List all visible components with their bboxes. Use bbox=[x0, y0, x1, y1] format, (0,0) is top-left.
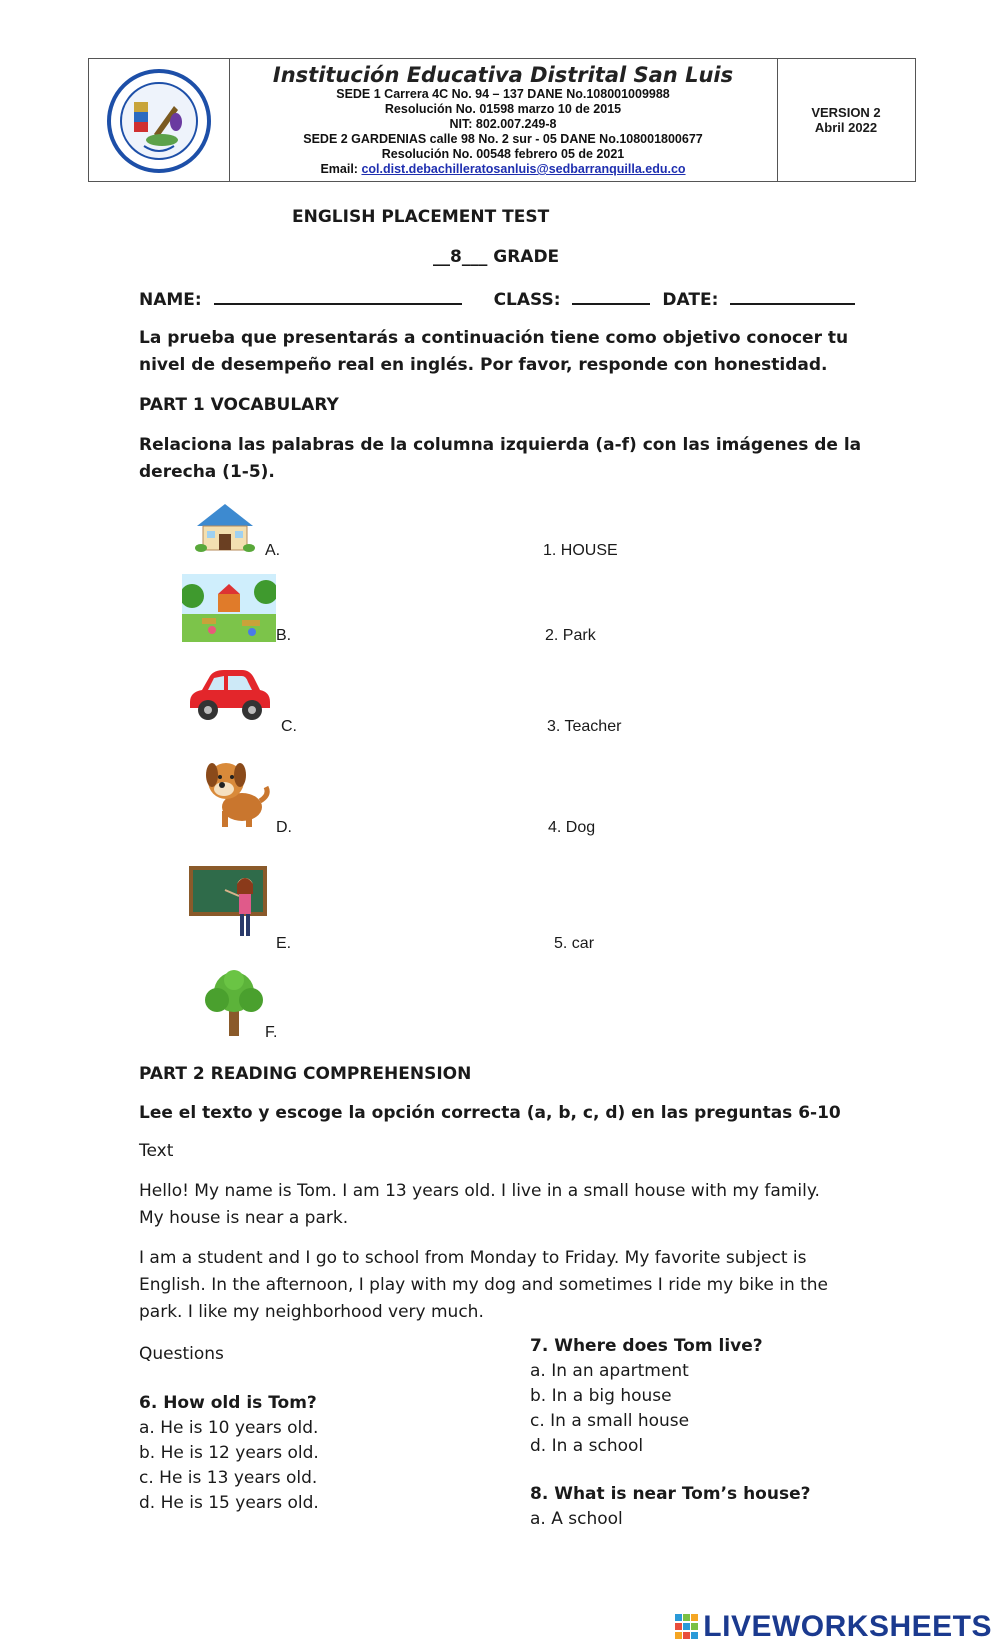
header-line: SEDE 1 Carrera 4C No. 94 – 137 DANE No.108001009988 bbox=[336, 87, 670, 101]
date-label: DATE: bbox=[662, 290, 719, 310]
question-text: 6. How old is Tom? bbox=[139, 1393, 317, 1413]
vocab-letter: D. bbox=[276, 819, 292, 836]
name-label: NAME: bbox=[139, 290, 202, 310]
vocab-word: 2. Park bbox=[545, 627, 596, 644]
part2-instruction: Lee el texto y escoge la opción correcta (a, b, c, d) en las preguntas 6-10 bbox=[139, 1103, 841, 1123]
grade: __8___ GRADE bbox=[433, 247, 560, 267]
email-line bbox=[229, 162, 777, 177]
header-table bbox=[88, 58, 916, 182]
text-label: Text bbox=[139, 1141, 174, 1161]
school-seal-icon bbox=[104, 66, 214, 176]
email-link[interactable]: col.dist.debachilleratosanluis@sedbarranquilla.edu.co bbox=[361, 162, 686, 176]
question-6 bbox=[139, 1391, 319, 1516]
logo-cell bbox=[89, 59, 230, 181]
reading-paragraph: I am a student and I go to school from Monday to Friday. My favorite subject is English. In the afternoon, I play with my dog and sometimes I ride my bike in the park. I like my neighborhood very much. bbox=[139, 1248, 829, 1322]
teacher-icon bbox=[189, 866, 269, 938]
answer-option[interactable]: a. In an apartment bbox=[530, 1361, 689, 1381]
vocab-letter: E. bbox=[276, 935, 292, 952]
answer-option[interactable]: a. A school bbox=[530, 1509, 623, 1529]
class-field[interactable] bbox=[572, 287, 650, 305]
answer-option[interactable]: d. He is 15 years old. bbox=[139, 1493, 319, 1513]
liveworksheets-logo bbox=[675, 1610, 992, 1644]
part2-title: PART 2 READING COMPREHENSION bbox=[139, 1064, 472, 1084]
email-label: Email: bbox=[320, 162, 358, 176]
student-info-row bbox=[139, 287, 855, 310]
tree-icon bbox=[201, 968, 267, 1038]
vocab-letter: C. bbox=[281, 718, 297, 735]
answer-option[interactable]: c. In a small house bbox=[530, 1411, 690, 1431]
vocab-letter: B. bbox=[276, 627, 292, 644]
question-8 bbox=[530, 1482, 810, 1532]
name-field[interactable] bbox=[214, 287, 462, 305]
intro-text: La prueba que presentarás a continuación tiene como objetivo conocer tu nivel de desempeño real en inglés. Por favor, responde con honestidad. bbox=[139, 328, 849, 375]
header-line: Resolución No. 00548 febrero 05 de 2021 bbox=[381, 147, 625, 161]
house-icon bbox=[195, 502, 255, 552]
reading-paragraph: Hello! My name is Tom. I am 13 years old. I live in a small house with my family. My house is near a park. bbox=[139, 1181, 820, 1228]
answer-option[interactable]: a. He is 10 years old. bbox=[139, 1418, 319, 1438]
vocab-letter: A. bbox=[265, 542, 281, 559]
car-icon bbox=[184, 666, 272, 724]
class-label: CLASS: bbox=[493, 290, 561, 310]
question-7 bbox=[530, 1334, 763, 1459]
part1-title: PART 1 VOCABULARY bbox=[139, 395, 339, 415]
test-title: ENGLISH PLACEMENT TEST bbox=[292, 207, 550, 227]
answer-option[interactable]: d. In a school bbox=[530, 1436, 644, 1456]
park-icon bbox=[182, 574, 276, 642]
answer-option[interactable]: b. In a big house bbox=[530, 1386, 672, 1406]
institution-name: Institución Educativa Distrital San Luis bbox=[272, 63, 734, 87]
answer-option[interactable]: c. He is 13 years old. bbox=[139, 1468, 318, 1488]
vocab-word: 1. HOUSE bbox=[543, 542, 618, 559]
version: VERSION 2 bbox=[811, 105, 881, 120]
questions-label: Questions bbox=[139, 1344, 224, 1364]
brand-text: LIVEWORKSHEETS bbox=[703, 1610, 992, 1643]
part1-instruction: Relaciona las palabras de la columna izquierda (a-f) con las imágenes de la derecha (1-5). bbox=[139, 435, 862, 482]
vocab-word: 4. Dog bbox=[548, 819, 596, 836]
vocab-word: 5. car bbox=[554, 935, 595, 952]
institution-cell bbox=[229, 59, 778, 181]
question-text: 7. Where does Tom live? bbox=[530, 1336, 763, 1356]
answer-option[interactable]: b. He is 12 years old. bbox=[139, 1443, 319, 1463]
header-line: Resolución No. 01598 marzo 10 de 2015 bbox=[384, 102, 622, 116]
liveworksheets-mark-icon bbox=[675, 1614, 699, 1642]
question-text: 8. What is near Tom’s house? bbox=[530, 1484, 811, 1504]
header-line: SEDE 2 GARDENIAS calle 98 No. 2 sur - 05 DANE No.108001800677 bbox=[303, 132, 703, 146]
vocab-word: 3. Teacher bbox=[547, 718, 622, 735]
version-cell bbox=[777, 59, 915, 181]
version-date: Abril 2022 bbox=[814, 120, 878, 135]
vocab-letter: F. bbox=[265, 1024, 278, 1041]
date-field[interactable] bbox=[730, 287, 855, 305]
header-line: NIT: 802.007.249-8 bbox=[449, 117, 557, 131]
dog-icon bbox=[200, 755, 270, 829]
